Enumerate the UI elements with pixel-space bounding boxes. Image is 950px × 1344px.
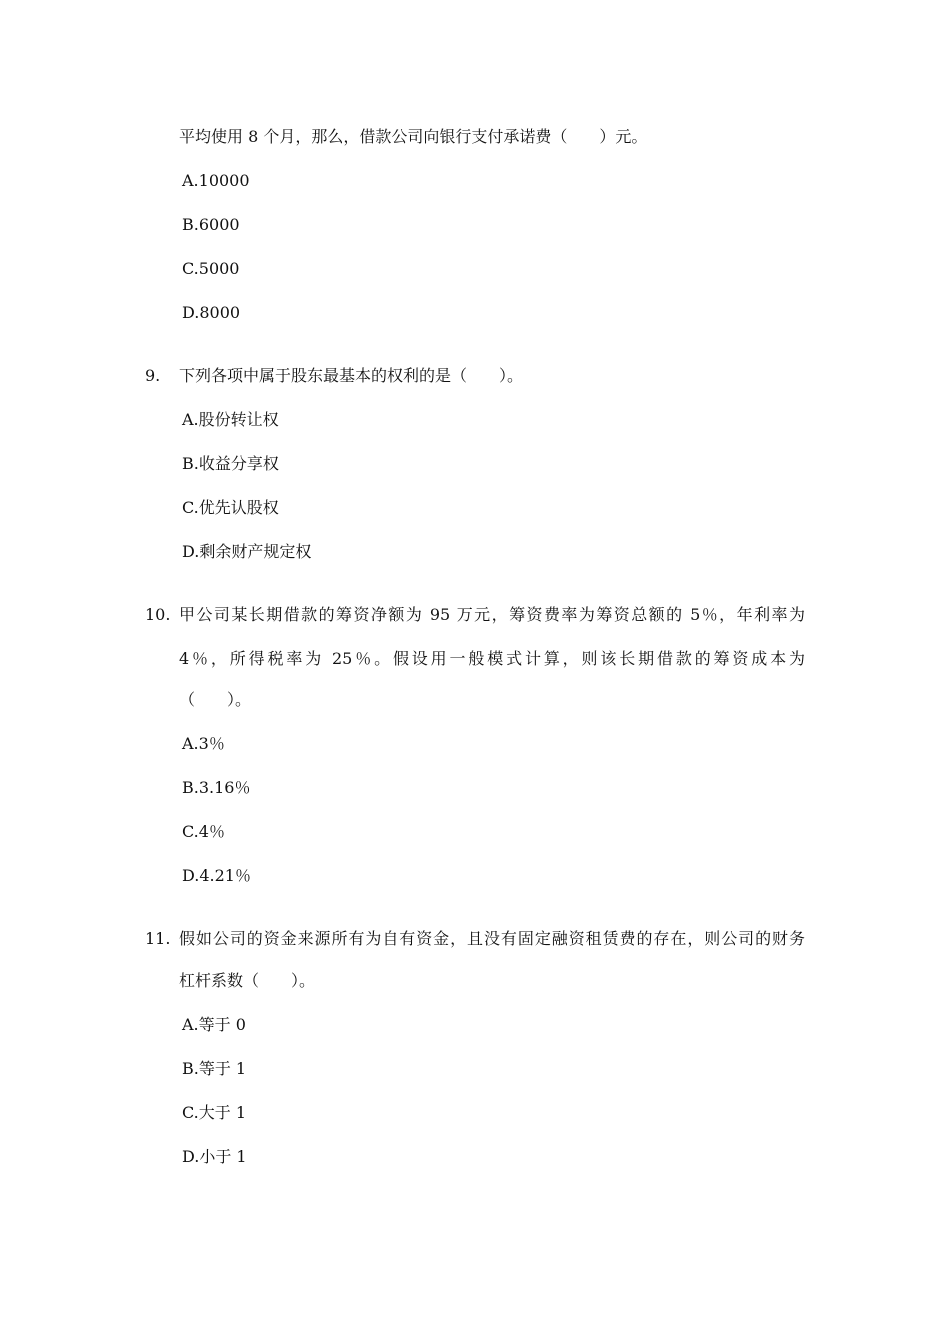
q11-option-c: C.大于 1 — [182, 1103, 247, 1122]
q10-stem-line-3: （ ）。 — [179, 690, 252, 709]
q9-stem: 下列各项中属于股东最基本的权利的是（ ）。 — [179, 366, 524, 385]
q11-option-d: D.小于 1 — [182, 1147, 247, 1166]
q9-option-b: B.收益分享权 — [182, 454, 279, 473]
q10-stem-line-2: 4％，所得税率为 25％。假设用一般模式计算，则该长期借款的筹资成本为 — [179, 649, 805, 668]
q11-stem-line-1: 假如公司的资金来源所有为自有资金，且没有固定融资租赁费的存在，则公司的财务 — [179, 929, 805, 948]
q9-number: 9. — [145, 366, 161, 385]
q9-option-d: D.剩余财产规定权 — [182, 542, 312, 561]
q10-option-b: B.3.16％ — [182, 778, 251, 797]
q9-option-a: A.股份转让权 — [182, 410, 279, 429]
q10-option-a: A.3％ — [182, 734, 225, 753]
q8-stem-tail: 平均使用 8 个月，那么，借款公司向银行支付承诺费（ ）元。 — [179, 127, 648, 146]
q9-option-c: C.优先认股权 — [182, 498, 279, 517]
q10-number: 10. — [145, 605, 171, 624]
q10-option-d: D.4.21％ — [182, 866, 251, 885]
q11-stem-line-2: 杠杆系数（ ）。 — [179, 971, 316, 990]
q8-option-a: A.10000 — [182, 171, 250, 190]
q10-option-c: C.4％ — [182, 822, 225, 841]
q11-number: 11. — [145, 929, 171, 948]
q8-option-d: D.8000 — [182, 303, 241, 322]
q11-option-a: A.等于 0 — [182, 1015, 246, 1034]
q8-option-b: B.6000 — [182, 215, 240, 234]
q11-option-b: B.等于 1 — [182, 1059, 247, 1078]
q8-option-c: C.5000 — [182, 259, 240, 278]
q10-stem-line-1: 甲公司某长期借款的筹资净额为 95 万元，筹资费率为筹资总额的 5％，年利率为 — [179, 605, 805, 624]
